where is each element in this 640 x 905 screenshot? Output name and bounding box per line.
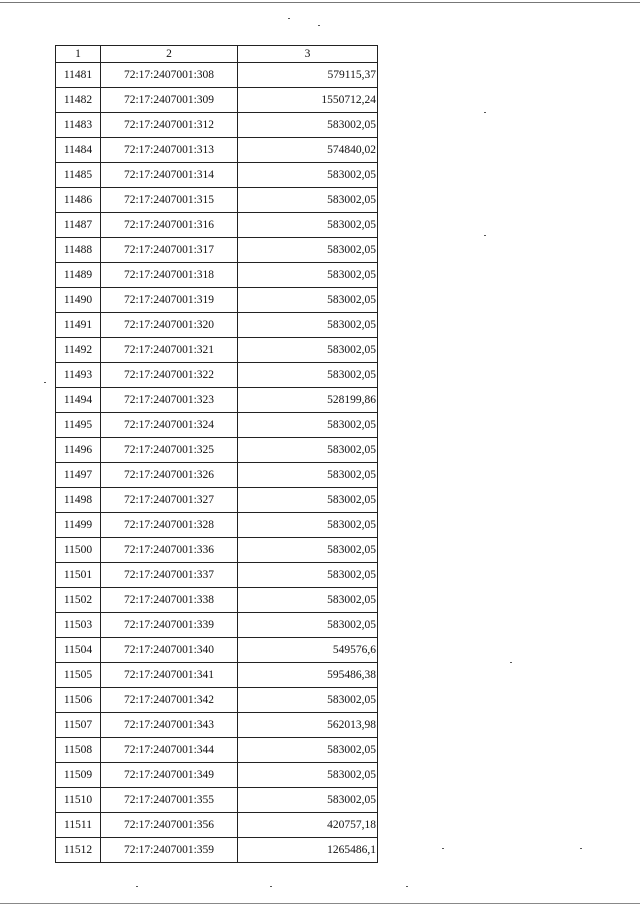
cadastral-value: 549576,6 xyxy=(238,638,378,663)
scan-speck xyxy=(318,25,320,26)
cadastral-value: 583002,05 xyxy=(238,113,378,138)
cadastral-number: 72:17:2407001:336 xyxy=(101,538,238,563)
scan-speck xyxy=(136,886,138,887)
cadastral-value: 583002,05 xyxy=(238,188,378,213)
table-row xyxy=(56,588,378,613)
cadastral-value: 1265486,1 xyxy=(238,838,378,863)
cadastral-value: 574840,02 xyxy=(238,138,378,163)
cadastral-value: 583002,05 xyxy=(238,738,378,763)
row-number: 11505 xyxy=(56,663,101,688)
cadastral-number: 72:17:2407001:322 xyxy=(101,363,238,388)
cadastral-number: 72:17:2407001:321 xyxy=(101,338,238,363)
cadastral-value: 583002,05 xyxy=(238,363,378,388)
row-number: 11497 xyxy=(56,463,101,488)
table-row xyxy=(56,463,378,488)
row-number: 11488 xyxy=(56,238,101,263)
cadastral-number: 72:17:2407001:343 xyxy=(101,713,238,738)
table-row xyxy=(56,313,378,338)
table-row xyxy=(56,113,378,138)
cadastral-number: 72:17:2407001:355 xyxy=(101,788,238,813)
table-row xyxy=(56,363,378,388)
cadastral-number: 72:17:2407001:325 xyxy=(101,438,238,463)
scan-speck xyxy=(442,848,444,849)
cadastral-number: 72:17:2407001:316 xyxy=(101,213,238,238)
row-number: 11510 xyxy=(56,788,101,813)
cadastral-number: 72:17:2407001:315 xyxy=(101,188,238,213)
cadastral-number: 72:17:2407001:318 xyxy=(101,263,238,288)
scan-edge-top xyxy=(0,2,640,3)
table-row xyxy=(56,138,378,163)
table-row xyxy=(56,213,378,238)
table-row xyxy=(56,388,378,413)
row-number: 11501 xyxy=(56,563,101,588)
cadastral-value: 583002,05 xyxy=(238,488,378,513)
table-row xyxy=(56,338,378,363)
cadastral-number: 72:17:2407001:313 xyxy=(101,138,238,163)
table-row xyxy=(56,563,378,588)
row-number: 11511 xyxy=(56,813,101,838)
row-number: 11493 xyxy=(56,363,101,388)
cadastral-number: 72:17:2407001:340 xyxy=(101,638,238,663)
row-number: 11502 xyxy=(56,588,101,613)
table-row xyxy=(56,88,378,113)
cadastral-value-table xyxy=(55,45,378,863)
scan-speck xyxy=(406,886,408,887)
cadastral-value: 583002,05 xyxy=(238,613,378,638)
row-number: 11512 xyxy=(56,838,101,863)
scan-edge-bottom xyxy=(0,903,640,904)
table-row xyxy=(56,763,378,788)
cadastral-value: 583002,05 xyxy=(238,163,378,188)
scan-speck xyxy=(484,112,486,113)
row-number: 11506 xyxy=(56,688,101,713)
column-header: 2 xyxy=(101,46,238,63)
row-number: 11489 xyxy=(56,263,101,288)
row-number: 11504 xyxy=(56,638,101,663)
cadastral-value: 583002,05 xyxy=(238,563,378,588)
cadastral-number: 72:17:2407001:338 xyxy=(101,588,238,613)
row-number: 11495 xyxy=(56,413,101,438)
column-header: 3 xyxy=(238,46,378,63)
cadastral-value: 583002,05 xyxy=(238,313,378,338)
table-row xyxy=(56,163,378,188)
cadastral-number: 72:17:2407001:337 xyxy=(101,563,238,588)
scan-speck xyxy=(270,886,272,887)
row-number: 11486 xyxy=(56,188,101,213)
table-row xyxy=(56,688,378,713)
table-row xyxy=(56,838,378,863)
cadastral-value: 583002,05 xyxy=(238,688,378,713)
cadastral-value: 583002,05 xyxy=(238,463,378,488)
cadastral-number: 72:17:2407001:324 xyxy=(101,413,238,438)
cadastral-value: 583002,05 xyxy=(238,788,378,813)
table-row xyxy=(56,488,378,513)
column-header: 1 xyxy=(56,46,101,63)
cadastral-number: 72:17:2407001:323 xyxy=(101,388,238,413)
table-row xyxy=(56,238,378,263)
table-row xyxy=(56,513,378,538)
cadastral-number: 72:17:2407001:314 xyxy=(101,163,238,188)
row-number: 11498 xyxy=(56,488,101,513)
cadastral-value: 562013,98 xyxy=(238,713,378,738)
table-row xyxy=(56,713,378,738)
cadastral-number: 72:17:2407001:344 xyxy=(101,738,238,763)
row-number: 11507 xyxy=(56,713,101,738)
scan-speck xyxy=(484,235,486,236)
row-number: 11484 xyxy=(56,138,101,163)
cadastral-value: 583002,05 xyxy=(238,438,378,463)
row-number: 11492 xyxy=(56,338,101,363)
cadastral-number: 72:17:2407001:319 xyxy=(101,288,238,313)
cadastral-value: 595486,38 xyxy=(238,663,378,688)
table-row xyxy=(56,813,378,838)
cadastral-number: 72:17:2407001:359 xyxy=(101,838,238,863)
cadastral-value: 583002,05 xyxy=(238,338,378,363)
table-row xyxy=(56,413,378,438)
table-row xyxy=(56,263,378,288)
row-number: 11503 xyxy=(56,613,101,638)
table-row xyxy=(56,613,378,638)
cadastral-number: 72:17:2407001:356 xyxy=(101,813,238,838)
cadastral-value: 528199,86 xyxy=(238,388,378,413)
row-number: 11499 xyxy=(56,513,101,538)
cadastral-number: 72:17:2407001:309 xyxy=(101,88,238,113)
table-header-row xyxy=(56,46,378,63)
cadastral-value: 1550712,24 xyxy=(238,88,378,113)
cadastral-value: 583002,05 xyxy=(238,513,378,538)
cadastral-number: 72:17:2407001:326 xyxy=(101,463,238,488)
scan-speck xyxy=(288,18,290,19)
cadastral-value: 420757,18 xyxy=(238,813,378,838)
cadastral-value: 583002,05 xyxy=(238,238,378,263)
cadastral-value: 583002,05 xyxy=(238,288,378,313)
cadastral-number: 72:17:2407001:308 xyxy=(101,63,238,88)
cadastral-number: 72:17:2407001:320 xyxy=(101,313,238,338)
scan-speck xyxy=(44,382,46,383)
row-number: 11481 xyxy=(56,63,101,88)
row-number: 11483 xyxy=(56,113,101,138)
cadastral-value: 579115,37 xyxy=(238,63,378,88)
cadastral-value: 583002,05 xyxy=(238,763,378,788)
row-number: 11490 xyxy=(56,288,101,313)
row-number: 11491 xyxy=(56,313,101,338)
row-number: 11487 xyxy=(56,213,101,238)
cadastral-number: 72:17:2407001:327 xyxy=(101,488,238,513)
table-row xyxy=(56,638,378,663)
cadastral-value: 583002,05 xyxy=(238,213,378,238)
table-row xyxy=(56,538,378,563)
row-number: 11500 xyxy=(56,538,101,563)
table-row xyxy=(56,438,378,463)
table-row xyxy=(56,788,378,813)
cadastral-number: 72:17:2407001:317 xyxy=(101,238,238,263)
cadastral-number: 72:17:2407001:328 xyxy=(101,513,238,538)
scan-speck xyxy=(580,848,582,849)
cadastral-number: 72:17:2407001:312 xyxy=(101,113,238,138)
row-number: 11509 xyxy=(56,763,101,788)
row-number: 11508 xyxy=(56,738,101,763)
row-number: 11494 xyxy=(56,388,101,413)
cadastral-value: 583002,05 xyxy=(238,588,378,613)
cadastral-value: 583002,05 xyxy=(238,538,378,563)
table-row xyxy=(56,188,378,213)
table-row xyxy=(56,663,378,688)
row-number: 11485 xyxy=(56,163,101,188)
cadastral-number: 72:17:2407001:349 xyxy=(101,763,238,788)
row-number: 11482 xyxy=(56,88,101,113)
cadastral-number: 72:17:2407001:341 xyxy=(101,663,238,688)
table-row xyxy=(56,738,378,763)
cadastral-number: 72:17:2407001:342 xyxy=(101,688,238,713)
table-row xyxy=(56,63,378,88)
table-row xyxy=(56,288,378,313)
scan-speck xyxy=(510,662,512,663)
cadastral-number: 72:17:2407001:339 xyxy=(101,613,238,638)
cadastral-value: 583002,05 xyxy=(238,263,378,288)
row-number: 11496 xyxy=(56,438,101,463)
cadastral-value: 583002,05 xyxy=(238,413,378,438)
